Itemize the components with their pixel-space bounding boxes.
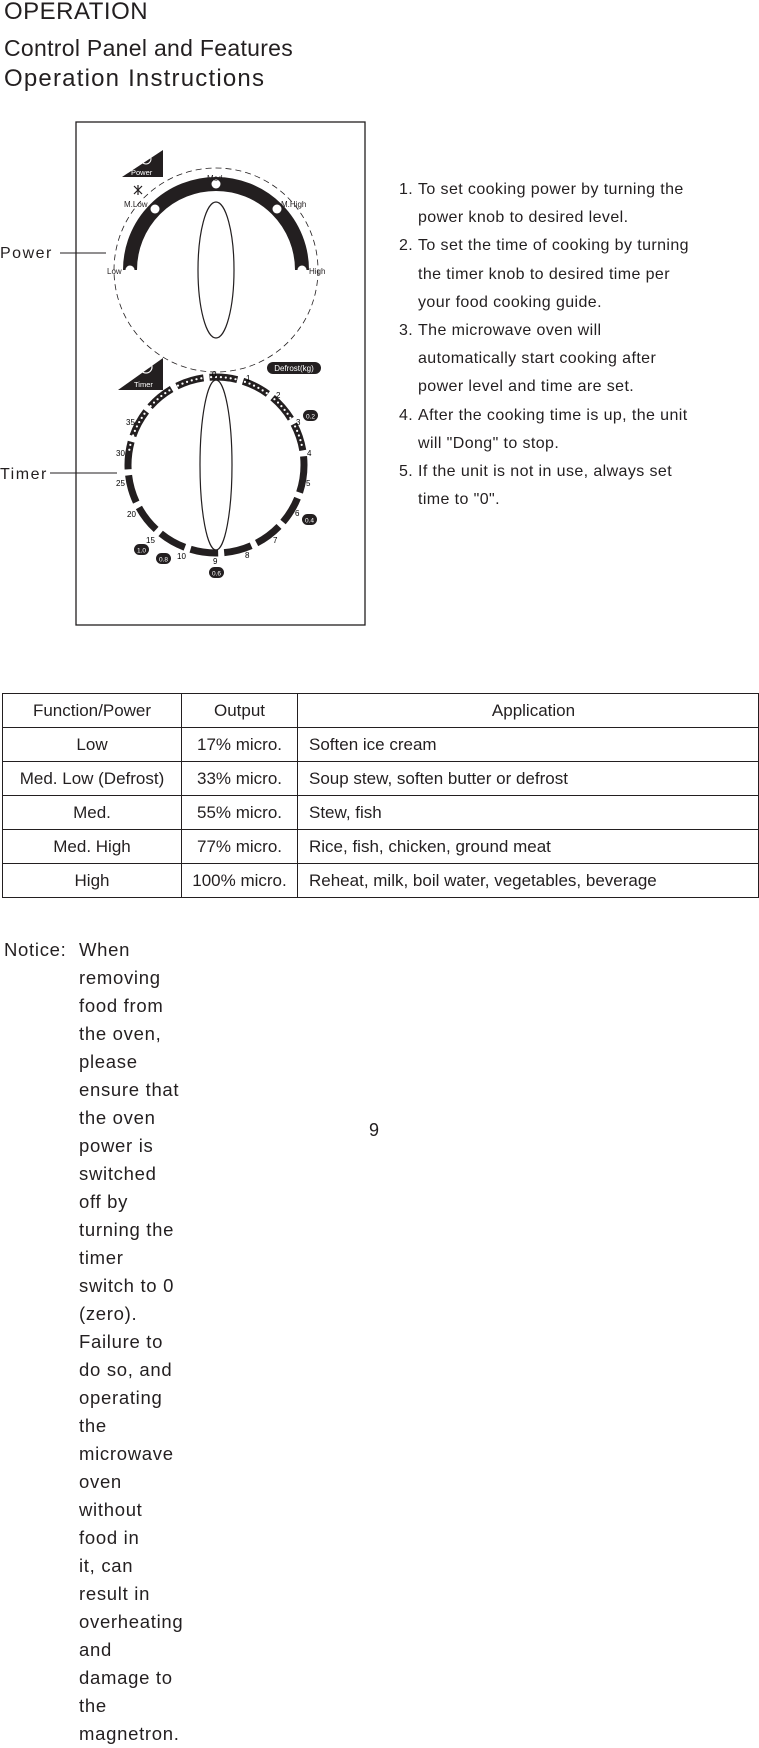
- timer-minute-label: 7: [273, 536, 278, 545]
- notice-line: When removing food from the oven, please ensure that the oven: [79, 939, 180, 1128]
- timer-scale-dot: [128, 449, 130, 451]
- instruction-text: If the unit is not in use, always set time to "0".: [418, 463, 673, 509]
- timer-scale-dot: [239, 379, 241, 381]
- timer-minute-label: 4: [307, 449, 312, 458]
- power-badge-label: Power: [131, 168, 153, 177]
- table-cell: Soften ice cream: [298, 728, 759, 762]
- power-label-mlow: M.Low: [124, 200, 148, 209]
- table-row: [3, 830, 759, 864]
- page-number: 9: [369, 1120, 380, 1140]
- table-cell: Stew, fish: [298, 796, 759, 830]
- timer-scale-dot: [296, 430, 298, 432]
- timer-scale-dot: [253, 385, 255, 387]
- timer-minute-label: 9: [213, 557, 218, 566]
- timer-minute-label: 1: [246, 374, 251, 383]
- timer-scale-dot: [205, 376, 207, 378]
- instruction-text: To set the time of cooking by turning the timer knob to desired time per your food cooking guide.: [418, 237, 689, 311]
- table-cell: High: [3, 864, 182, 898]
- defrost-weight-label: 1.0: [136, 547, 147, 555]
- table-header-cell: Output: [182, 694, 298, 728]
- instruction-step: [399, 317, 749, 402]
- timer-minute-label: 0: [212, 370, 217, 379]
- timer-scale-dot: [160, 395, 162, 397]
- timer-minute-label: 15: [146, 536, 155, 545]
- power-level-dot: [151, 205, 160, 214]
- timer-scale-dot: [299, 439, 301, 441]
- timer-scale-dot: [186, 381, 188, 383]
- table-cell: 33% micro.: [182, 762, 298, 796]
- timer-minute-label: 5: [306, 479, 311, 488]
- instruction-text: To set cooking power by turning the power knob to desired level.: [418, 181, 684, 227]
- power-level-table: [2, 693, 759, 898]
- timer-scale-dot: [177, 385, 179, 387]
- table-row: [3, 728, 759, 762]
- timer-scale-dot: [230, 377, 232, 379]
- power-knob[interactable]: [107, 150, 325, 372]
- notice-line: Failure to do so, and operating the microwave oven without food in: [79, 1331, 174, 1548]
- table-cell: Soup stew, soften butter or defrost: [298, 762, 759, 796]
- section-subtitle: Control Panel and Features: [4, 35, 294, 61]
- table-row: [3, 864, 759, 898]
- notice-label: Notice:: [4, 939, 67, 960]
- timer-scale-dot: [181, 383, 183, 385]
- timer-scale-dot: [153, 401, 155, 403]
- power-label-med: Med: [207, 174, 223, 183]
- timer-scale-dot: [270, 395, 272, 397]
- timer-scale-dot: [146, 409, 148, 411]
- table-cell: Med. High: [3, 830, 182, 864]
- timer-scale-dot: [136, 425, 138, 427]
- notice-line: it, can result in overheating and damage to the magnetron.: [79, 1555, 184, 1744]
- defrost-weight-label: 0.8: [158, 556, 169, 564]
- timer-scale-dot: [129, 444, 131, 446]
- instruction-number: 3.: [399, 322, 414, 340]
- timer-badge-label: Timer: [134, 380, 153, 389]
- timer-minute-label: 3: [296, 418, 301, 427]
- instruction-number: 1.: [399, 181, 414, 198]
- timer-minute-label: 35: [126, 418, 135, 427]
- timer-scale-dot: [138, 421, 140, 423]
- timer-callout-label: Timer: [0, 466, 48, 483]
- power-knob-dial: [114, 168, 318, 372]
- timer-scale-dot: [301, 444, 303, 446]
- instruction-list: [399, 176, 749, 514]
- power-level-dot: [126, 266, 135, 275]
- timer-scale-dot: [257, 387, 259, 389]
- table-header-row: [3, 694, 759, 728]
- section-heading: Operation Instructions: [4, 65, 266, 92]
- control-panel-frame: [76, 122, 365, 625]
- timer-scale-dot: [150, 405, 152, 407]
- timer-scale-dot: [220, 376, 222, 378]
- timer-scale-dot: [134, 430, 136, 432]
- timer-minute-label: 2: [276, 391, 281, 400]
- timer-scale-dot: [200, 377, 202, 379]
- timer-scale-dot: [234, 378, 236, 380]
- instruction-text: After the cooking time is up, the unit will "Dong" to stop.: [418, 406, 688, 452]
- defrost-weight-label: 0.4: [304, 517, 315, 525]
- timer-scale-dot: [191, 379, 193, 381]
- instruction-number: 5.: [399, 463, 414, 481]
- notice-text: [79, 936, 183, 1748]
- timer-scale-dot: [286, 413, 288, 415]
- power-level-dot: [298, 266, 307, 275]
- table-cell: Med. Low (Defrost): [3, 762, 182, 796]
- timer-scale-dot: [283, 409, 285, 411]
- page-title: OPERATION: [4, 0, 149, 25]
- defrost-badge-label: Defrost(kg): [274, 364, 314, 373]
- timer-scale-dot: [280, 405, 282, 407]
- table-header-cell: Function/Power: [3, 694, 182, 728]
- timer-scale-dot: [156, 398, 158, 400]
- table-cell: 100% micro.: [182, 864, 298, 898]
- power-label-low: Low: [107, 267, 122, 276]
- timer-scale-dot: [292, 421, 294, 423]
- table-cell: Low: [3, 728, 182, 762]
- table-cell: Rice, fish, chicken, ground meat: [298, 830, 759, 864]
- notice-line: power is switched off by turning the timer switch to 0 (zero).: [79, 1135, 175, 1324]
- timer-knob[interactable]: [116, 358, 321, 578]
- table-cell: Reheat, milk, boil water, vegetables, beverage: [298, 864, 759, 898]
- instruction-number: 4.: [399, 406, 414, 424]
- instruction-text: The microwave oven will automatically start cooking after power level and time are set.: [418, 322, 657, 396]
- timer-minute-label: 20: [127, 510, 136, 519]
- timer-scale-dot: [298, 434, 300, 436]
- table-cell: 77% micro.: [182, 830, 298, 864]
- instruction-step: [399, 458, 749, 514]
- timer-knob-grip: [200, 380, 232, 550]
- timer-scale-dot: [195, 378, 197, 380]
- timer-scale-dot: [164, 392, 166, 394]
- timer-minute-label: 6: [295, 509, 300, 518]
- timer-scale-dot: [132, 434, 134, 436]
- timer-minute-label: 25: [116, 479, 125, 488]
- power-callout-label: Power: [0, 245, 53, 262]
- timer-scale-dot: [130, 439, 132, 441]
- timer-scale-dot: [143, 413, 145, 415]
- table-cell: Med.: [3, 796, 182, 830]
- timer-scale-dot: [266, 392, 268, 394]
- instruction-step: [399, 176, 749, 232]
- table-row: [3, 796, 759, 830]
- instruction-step: [399, 402, 749, 458]
- defrost-snowflake-icon: [134, 185, 142, 195]
- timer-scale-dot: [141, 417, 143, 419]
- timer-minute-label: 8: [245, 551, 250, 560]
- table-row: [3, 762, 759, 796]
- timer-minute-label: 30: [116, 449, 125, 458]
- table-header-cell: Application: [298, 694, 759, 728]
- power-knob-grip: [198, 202, 234, 338]
- defrost-weight-label: 0.2: [305, 413, 316, 421]
- instruction-step: [399, 232, 749, 317]
- timer-scale-dot: [225, 376, 227, 378]
- clock-hands-icon: [146, 363, 150, 367]
- timer-scale-dot: [289, 417, 291, 419]
- power-scale-band: [130, 184, 302, 270]
- power-label-high: High: [309, 267, 326, 276]
- timer-scale-dot: [262, 389, 264, 391]
- power-label-mhigh: M.High: [281, 200, 307, 209]
- table-cell: 55% micro.: [182, 796, 298, 830]
- defrost-weight-label: 0.6: [211, 570, 222, 578]
- table-cell: 17% micro.: [182, 728, 298, 762]
- timer-scale-dot: [168, 389, 170, 391]
- timer-scale-dot: [173, 387, 175, 389]
- control-panel-diagram: [0, 115, 400, 635]
- instruction-number: 2.: [399, 237, 414, 255]
- timer-minute-label: 10: [177, 552, 186, 561]
- timer-scale-dot: [277, 401, 279, 403]
